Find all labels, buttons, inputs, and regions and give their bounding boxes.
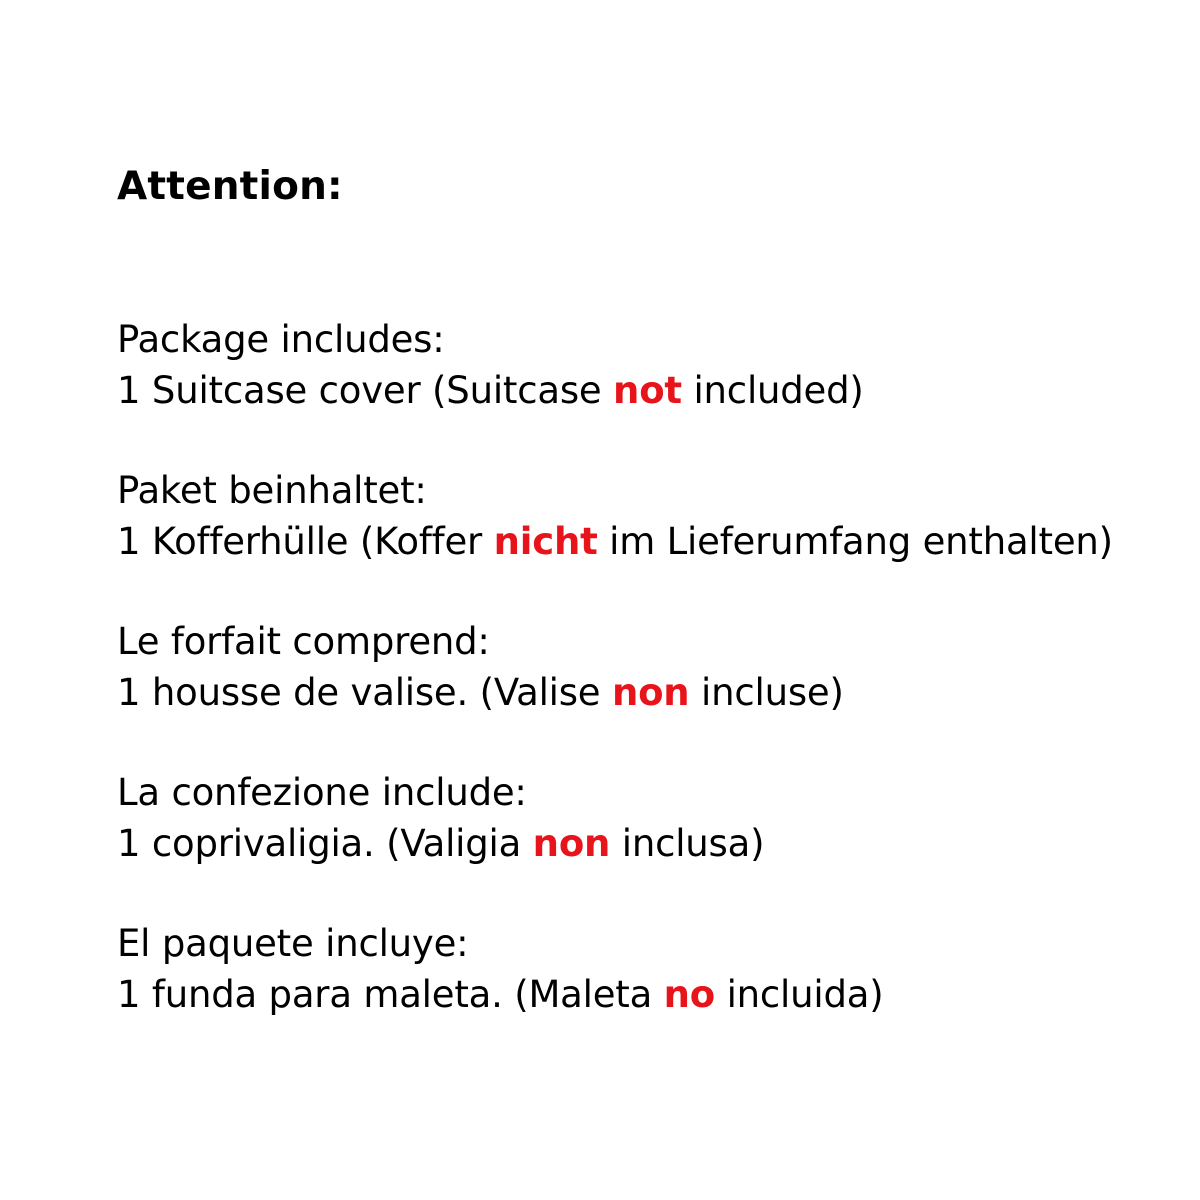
detail-text: 1 funda para maleta. (Maleta	[117, 973, 664, 1016]
detail-text: 1 housse de valise. (Valise	[117, 671, 612, 714]
negation-word: not	[613, 369, 682, 412]
negation-word: non	[611, 671, 690, 714]
notice-block-italian	[117, 767, 764, 869]
negation-word: nicht	[493, 520, 598, 563]
notice-block-english	[117, 314, 864, 416]
detail-text: im Lieferumfang enthalten)	[597, 520, 1113, 563]
block-detail	[117, 969, 883, 1020]
block-heading: La confezione include:	[117, 771, 527, 814]
block-heading: Le forfait comprend:	[117, 620, 490, 663]
attention-title: Attention:	[117, 164, 343, 209]
notice-block-german	[117, 465, 1113, 567]
block-heading: Paket beinhaltet:	[117, 469, 427, 512]
block-detail	[117, 818, 764, 869]
block-heading: El paquete incluye:	[117, 922, 469, 965]
detail-text: 1 coprivaligia. (Valigia	[117, 822, 533, 865]
notice-block-french	[117, 616, 844, 718]
negation-word: no	[663, 973, 716, 1016]
notice-block-spanish	[117, 918, 883, 1020]
detail-text: included)	[681, 369, 864, 412]
detail-text: 1 Kofferhülle (Koffer	[117, 520, 494, 563]
detail-text: incluse)	[689, 671, 844, 714]
negation-word: non	[532, 822, 611, 865]
block-detail	[117, 667, 844, 718]
detail-text: inclusa)	[610, 822, 765, 865]
block-heading: Package includes:	[117, 318, 445, 361]
detail-text: incluida)	[715, 973, 884, 1016]
block-detail	[117, 365, 864, 416]
block-detail	[117, 516, 1113, 567]
detail-text: 1 Suitcase cover (Suitcase	[117, 369, 614, 412]
